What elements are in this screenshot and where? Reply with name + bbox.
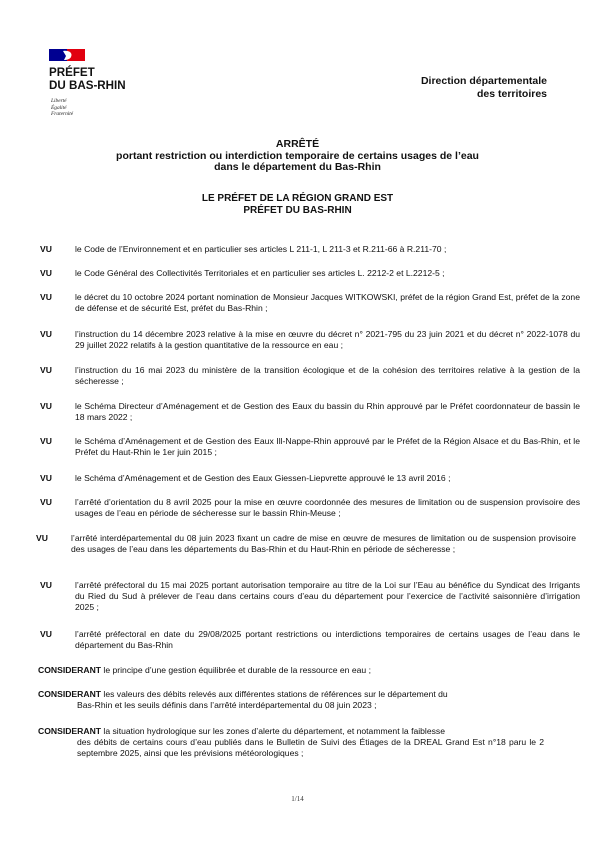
visa-text: le Schéma Directeur d’Aménagement et de Gestion des Eaux du bassin du Rhin approuvé par le Préfet coordonnateur de bassin le 18 mars 2022 ; [75, 401, 580, 422]
considerant-text: les valeurs des débits relevés aux différentes stations de références sur le département du [103, 689, 448, 699]
visa-text: l’arrêté interdépartemental du 08 juin 2023 fixant un cadre de mise en œuvre de mesures de limitation ou de suspension provisoire des usages de l’eau dans les départements du Bas-Rhin et du Haut-Rhin en période de sécheresse ; [71, 533, 576, 554]
visa-text: l’arrêté d’orientation du 8 avril 2025 pour la mise en œuvre coordonnée des mesures de limitation ou de suspension provisoire des usages de l’eau en période de sécheresse sur le bassin Rhin-Meuse ; [75, 497, 580, 518]
title-line-3: dans le département du Bas-Rhin [214, 161, 381, 173]
considerant-text: la situation hydrologique sur les zones d’alerte du département, et notamment la faiblesse [103, 726, 445, 736]
considerant-keyword: CONSIDERANT [38, 665, 102, 675]
prefet-line-1: PRÉFET [49, 66, 95, 79]
devise-fraternite: Fraternité [51, 111, 74, 118]
visa-text: le décret du 10 octobre 2024 portant nomination de Monsieur Jacques WITKOWSKI, préfet de la région Grand Est, préfet de la zone de défense et de sécurité Est, préfet du Bas-Rhin ; [75, 292, 580, 313]
direction-line-1: Direction départementale [420, 75, 547, 87]
visa-text: l’arrêté préfectoral du 15 mai 2025 portant autorisation temporaire au titre de la Loi sur l’Eau au bénéfice du Syndicat des Irrigants du Ried du Sud à prélever de l’eau dans certains cours d’eau du département pour l’exercice de l’activité saisonnière d’irrigation 2025 ; [75, 580, 580, 612]
visa-text: le Code de l’Environnement et en particulier ses articles L 211-1, L 211-3 et R.211-66 à R.211-70 ; [75, 244, 447, 254]
authority-line-2: PRÉFET DU BAS-RHIN [243, 204, 352, 216]
visa-keyword: VU [40, 473, 52, 483]
considerant-text: le principe d’une gestion équilibrée et durable de la ressource en eau ; [103, 665, 371, 675]
direction-line-2: des territoires [476, 87, 547, 100]
visa-keyword: VU [36, 533, 48, 543]
visa-keyword: VU [40, 580, 52, 590]
devise-egalite: Égalité [51, 104, 67, 111]
considerant-text-continued: des débits de certains cours d’eau publiés dans le Bulletin de Suivi des Étiages de la DREAL Grand Est n°18 paru le 2 septembre 2025, ainsi que les prévisions météorologiques ; [77, 737, 544, 758]
considerant-keyword: CONSIDERANT [38, 689, 102, 699]
visa-keyword: VU [40, 436, 52, 446]
prefet-line-2: DU BAS-RHIN [49, 79, 126, 92]
visa-text: le Schéma d’Aménagement et de Gestion des Eaux Ill-Nappe-Rhin approuvé par le Préfet de la Région Alsace et du Bas-Rhin, et le Préfet du Haut-Rhin le 1er juin 2015 ; [75, 436, 580, 457]
visa-keyword: VU [40, 365, 52, 375]
visa-text: l’instruction du 16 mai 2023 du ministère de la transition écologique et de la cohésion des territoires relative à la gestion de la sécheresse ; [75, 365, 580, 386]
prefet-logo-text [49, 66, 126, 92]
authority-title [60, 193, 535, 216]
visa-keyword: VU [40, 401, 52, 411]
visa-text: l’instruction du 14 décembre 2023 relative à la mise en œuvre du décret n° 2021-795 du 23 juin 2021 et du décret n° 2022-1078 du 29 juillet 2022 relatifs à la gestion quantitative de la ressource en eau ; [75, 329, 580, 350]
devise [51, 98, 73, 118]
arrete-title [60, 139, 535, 174]
visa-text: le Code Général des Collectivités Territoriales et en particulier ses articles L. 2212-2 et L.2212-5 ; [75, 268, 445, 278]
direction-header [421, 75, 547, 100]
devise-liberte: Liberté [51, 98, 67, 104]
visa-keyword: VU [40, 629, 52, 639]
page-number: 1/14 [291, 795, 304, 803]
marianne-logo-icon [49, 49, 85, 61]
considerant-keyword: CONSIDERANT [38, 726, 102, 736]
authority-line-1: LE PRÉFET DE LA RÉGION GRAND EST [201, 193, 394, 204]
title-main: ARRÊTÉ [275, 138, 320, 150]
visa-text: le Schéma d’Aménagement et de Gestion des Eaux Giessen-Liepvrette approuvé le 13 avril 2016 ; [75, 473, 451, 483]
visa-keyword: VU [40, 244, 52, 254]
visa-text: l’arrêté préfectoral en date du 29/08/2025 portant restrictions ou interdictions temporaires de certains usages de l’eau dans le département du Bas-Rhin [75, 629, 580, 650]
title-line-2: portant restriction ou interdiction temporaire de certains usages de l’eau [116, 149, 479, 162]
considerant-text-continued: Bas-Rhin et les seuils définis dans l’arrêté interdépartemental du 08 juin 2023 ; [77, 700, 377, 710]
visa-keyword: VU [40, 329, 52, 339]
visa-keyword: VU [40, 292, 52, 302]
visa-keyword: VU [40, 497, 52, 507]
visa-keyword: VU [40, 268, 52, 278]
